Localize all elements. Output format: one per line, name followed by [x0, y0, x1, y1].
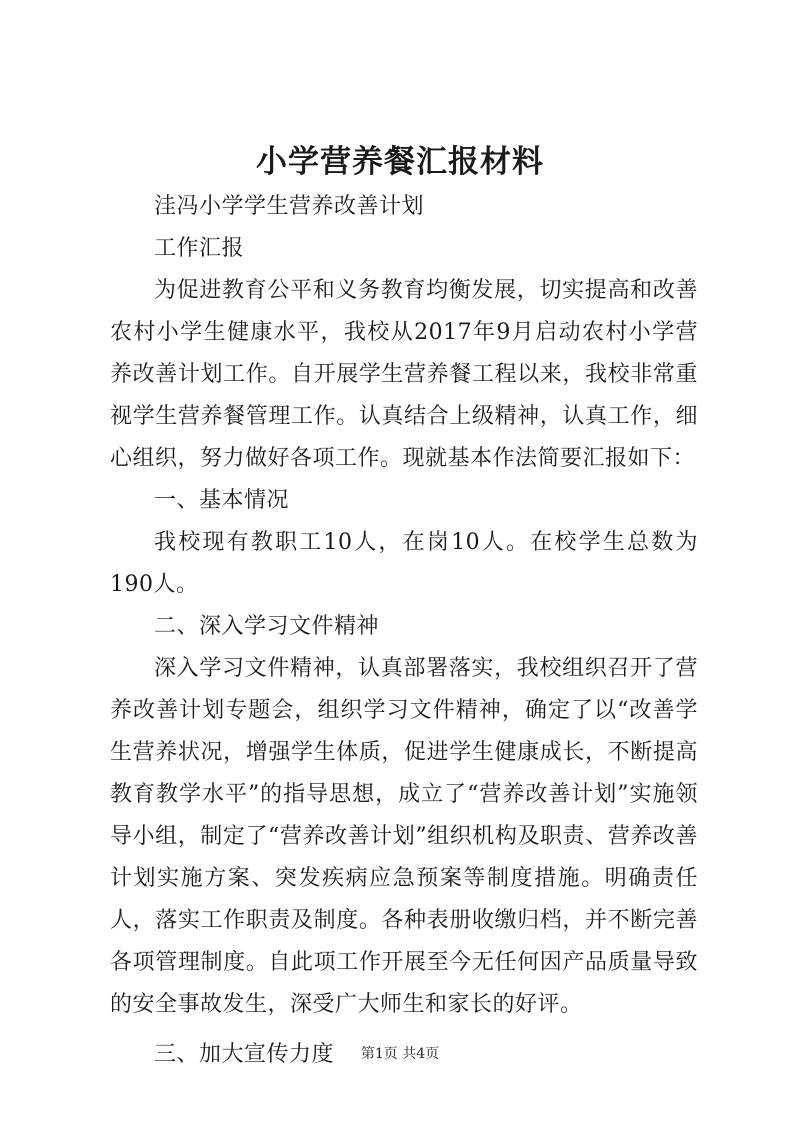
paragraph-school-plan: 洼冯小学学生营养改善计划: [154, 194, 425, 219]
document-title: 小学营养餐汇报材料: [256, 144, 544, 180]
section-heading-basic-situation: 一、基本情况: [154, 488, 290, 513]
page-footer: 第1页 共4页: [360, 1046, 440, 1062]
section-heading-publicity: 三、加大宣传力度: [154, 1042, 335, 1067]
paragraph-introduction: 为促进教育公平和义务教育均衡发展，切实提高和改善农村小学生健康水平，我校从2017年9月启动农村小学营养改善计划工作。自开展学生营养餐工程以来，我校非常重视学生营养餐管理工作。认真结合上级精神，认真工作，细心组织，努力做好各项工作。现就基本作法简要汇报如下：: [110, 278, 698, 471]
paragraph-work-report: 工作汇报: [154, 236, 245, 261]
paragraph-study-documents: 深入学习文件精神，认真部署落实，我校组织召开了营养改善计划专题会，组织学习文件精神，确定了以“改善学生营养状况，增强学生体质，促进学生健康成长，不断提高教育教学水平”的指导思想，成立了“营养改善计划”实施领导小组，制定了“营养改善计划”组织机构及职责、营养改善计划实施方案、突发疾病应急预案等制度措施。明确责任人，落实工作职责及制度。各种表册收缴归档，并不断完善各项管理制度。自此项工作开展至今无任何因产品质量导致的安全事故发生，深受广大师生和家长的好评。: [110, 656, 698, 1017]
document-body: [110, 186, 698, 1076]
section-heading-study-documents: 二、深入学习文件精神: [154, 614, 380, 639]
paragraph-staff-count: 我校现有教职工10人，在岗10人。在校学生总数为190人。: [110, 530, 698, 597]
